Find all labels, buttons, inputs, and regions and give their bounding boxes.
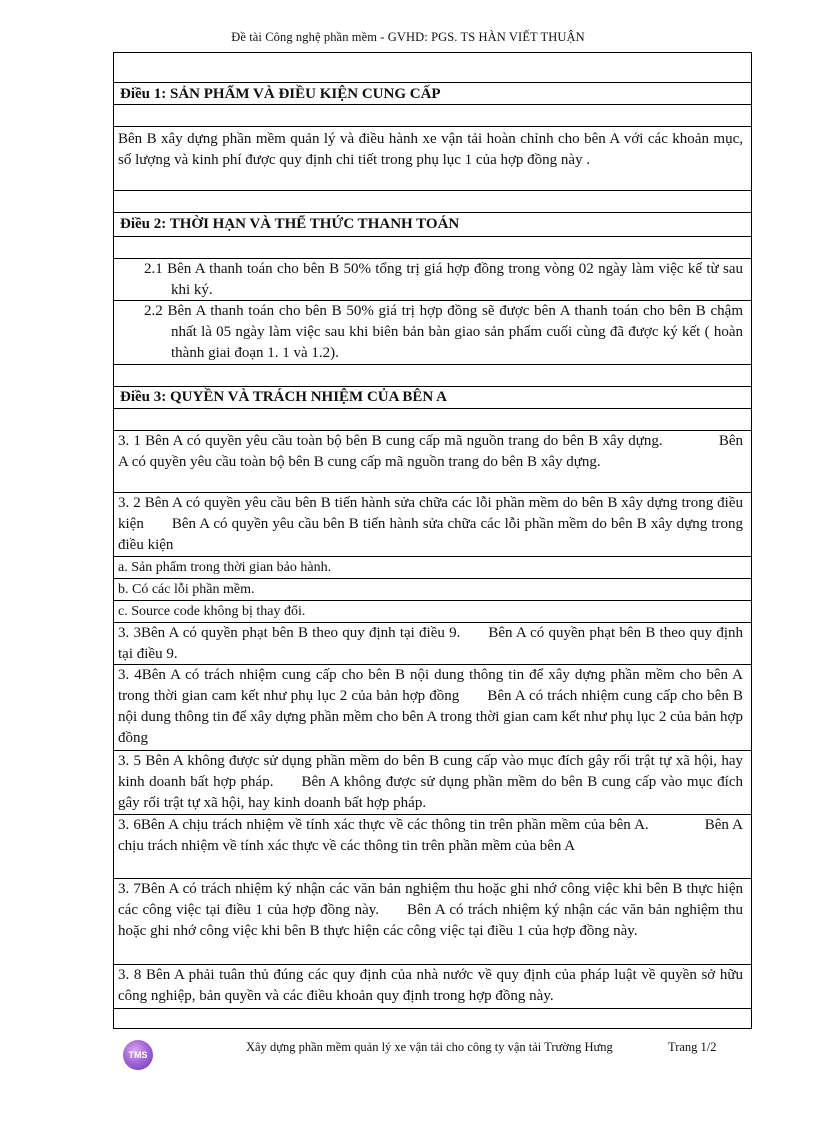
page-footer: Xây dựng phần mềm quản lý xe vận tải cho công ty vận tải Trường Hưng (246, 1040, 613, 1054)
item-3-4: 3. 4Bên A có trách nhiệm cung cấp cho bên B nội dung thông tin để xây dựng phần mềm cho bên A trong thời gian cam kết như phụ lục 2 của bản hợp đồng Bên A có trách nhiệm cung cấp cho bên B nội dung thông tin để xây dựng phần mềm cho bên A trong thời gian cam kết như phụ lục 2 của bản hợp đồng (118, 667, 743, 746)
empty-row (114, 236, 751, 258)
dieu1-title: Điều 1: SẢN PHẨM VÀ ĐIỀU KIỆN CUNG CẤP (120, 86, 441, 102)
dieu2-item-2-row (114, 300, 751, 364)
empty-row (114, 364, 751, 386)
item-3-1: 3. 1 Bên A có quyền yêu cầu toàn bộ bên B cung cấp mã nguồn trang do bên B xây dựng. Bên A có quyền yêu cầu toàn bộ bên B cung cấp mã nguồn trang do bên B xây dựng. (118, 433, 744, 470)
item-3-6: 3. 6Bên A chịu trách nhiệm về tính xác thực về các thông tin trên phần mềm của bên A. Bên A chịu trách nhiệm về tính xác thực về các thông tin trên phần mềm của bên A (118, 817, 744, 854)
item-3-3: 3. 3Bên A có quyền phạt bên B theo quy định tại điều 9. Bên A có quyền phạt bên B theo quy định tại điều 9. (118, 625, 743, 662)
item-3-3-row (114, 622, 751, 664)
sub-c-row (114, 600, 751, 622)
dieu2-title: Điều 2: THỜI HẠN VÀ THỂ THỨC THANH TOÁN (120, 216, 460, 232)
item-3-5: 3. 5 Bên A không được sử dụng phần mềm do bên B cung cấp vào mục đích gây rối trật tự xã hội, hay kinh doanh bất hợp pháp. Bên A không được sử dụng phần mềm do bên B cung cấp vào mục đích gây rối trật tự xã hội, hay kinh doanh bất hợp pháp. (118, 753, 743, 811)
empty-row (114, 104, 751, 126)
item-3-4-row (114, 664, 751, 750)
dieu3-title: Điều 3: QUYỀN VÀ TRÁCH NHIỆM CỦA BÊN A (120, 389, 447, 405)
contract-table (113, 52, 752, 1029)
dieu1-body: Bên B xây dựng phần mềm quản lý và điều hành xe vận tải hoàn chỉnh cho bên A với các khoản mục, số lượng và kinh phí được quy định chi tiết trong phụ lục 1 của hợp đồng này . (118, 131, 743, 168)
sub-a-row (114, 556, 751, 578)
sub-item-a: a. Sản phẩm trong thời gian bảo hành. (118, 560, 332, 575)
item-3-1-row (114, 430, 751, 492)
item-3-2-row (114, 492, 751, 556)
empty-row (114, 52, 751, 82)
item-3-7: 3. 7Bên A có trách nhiệm ký nhận các văn bản nghiệm thu hoặc ghi nhớ công việc khi bên B thực hiện các công việc tại điều 1 của hợp đồng này. Bên A có trách nhiệm ký nhận các văn bản nghiệm thu hoặc ghi nhớ công việc khi bên B thực hiện các công việc tại điều 1 của hợp đồng này. (118, 881, 743, 939)
empty-row (114, 1008, 751, 1029)
empty-row (114, 408, 751, 430)
dieu2-item-1: 2.1 Bên A thanh toán cho bên B 50% tổng trị giá hợp đồng trong vòng 02 ngày làm việc kể từ sau khi ký. (144, 261, 743, 298)
page-header: Đề tài Công nghệ phần mềm - GVHD: PGS. TS HÀN VIẾT THUẬN (231, 30, 585, 44)
item-3-8-row (114, 964, 751, 1008)
tms-logo: TMS (123, 1040, 153, 1070)
item-3-8: 3. 8 Bên A phải tuân thủ đúng các quy định của nhà nước về quy định của pháp luật về quyền sở hữu công nghiệp, bản quyền và các điều khoản quy định trong hợp đồng này. (118, 967, 743, 1004)
item-3-7-row (114, 878, 751, 964)
dieu1-body-row (114, 126, 751, 190)
dieu2-item-2: 2.2 Bên A thanh toán cho bên B 50% giá trị hợp đồng sẽ được bên A thanh toán cho bên B chậm nhất là 05 ngày làm việc sau khi biên bản bàn giao sản phẩm cuối cùng đã được ký kết ( hoàn thành giai đoạn 1. 1 và 1.2). (144, 303, 743, 361)
empty-row (114, 190, 751, 212)
dieu3-heading-row (114, 386, 751, 408)
dieu2-heading-row (114, 212, 751, 236)
sub-b-row (114, 578, 751, 600)
dieu2-item-1-row (114, 258, 751, 300)
item-3-5-row (114, 750, 751, 814)
item-3-6-row (114, 814, 751, 878)
item-3-2: 3. 2 Bên A có quyền yêu cầu bên B tiến hành sửa chữa các lỗi phần mềm do bên B xây dựng trong điều kiện Bên A có quyền yêu cầu bên B tiến hành sửa chữa các lỗi phần mềm do bên B xây dựng trong điều kiện (118, 495, 743, 553)
page-number: Trang 1/2 (668, 1040, 717, 1054)
sub-item-b: b. Có các lỗi phần mềm. (118, 582, 255, 597)
dieu1-heading-row (114, 82, 751, 104)
sub-item-c: c. Source code không bị thay đổi. (118, 604, 306, 619)
